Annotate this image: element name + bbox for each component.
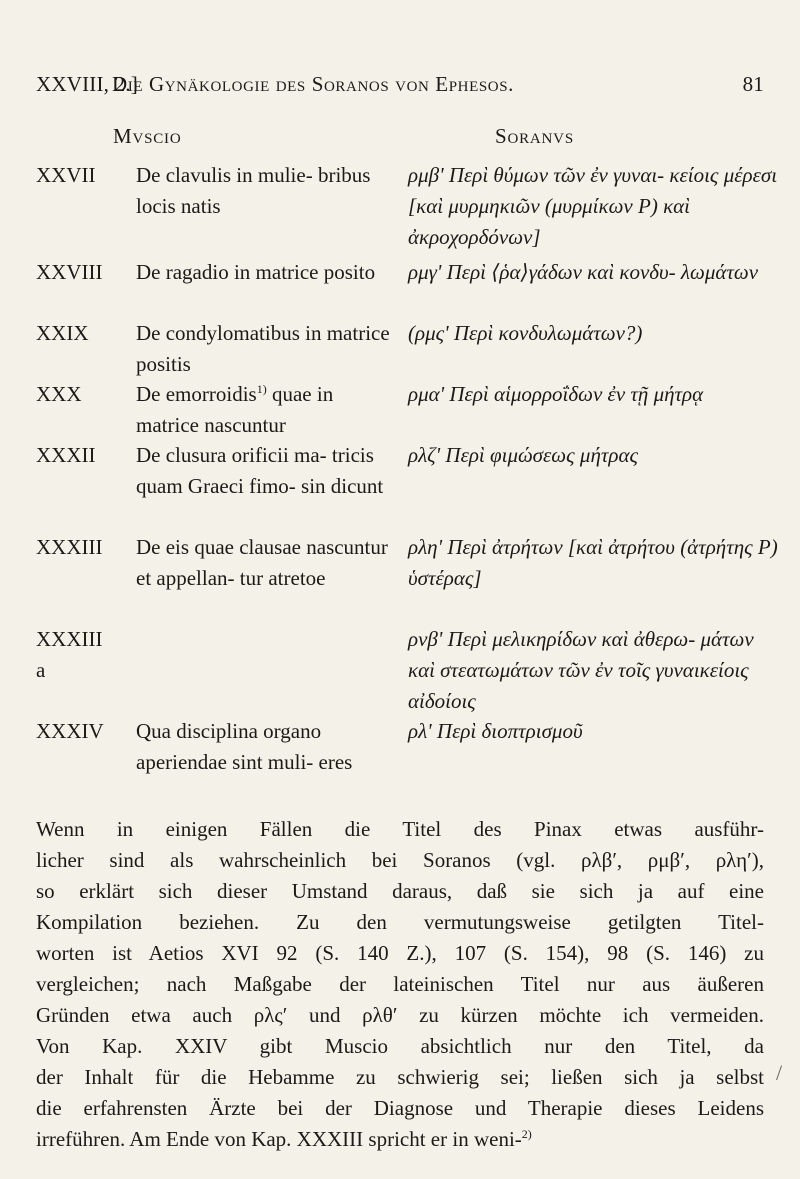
- latin-title: [136, 379, 391, 441]
- body-line: Von Kap. XXIV gibt Muscio absichtlich nur den Titel, da: [36, 1034, 764, 1058]
- latin-column-heading: Mvscio: [113, 124, 182, 148]
- body-line-text: irreführen. Am Ende von Kap. XXXIII spricht er in weni-: [36, 1127, 522, 1151]
- body-line: die erfahrensten Ärzte bei der Diagnose und Therapie dieses Leidens: [36, 1096, 764, 1120]
- latin-title: De condylomatibus in matrice positis: [136, 321, 390, 376]
- latin-title: De ragadio in matrice posito: [136, 260, 376, 284]
- greek-title: ρμγʹ Περὶ ⟨ῥα⟩γάδων καὶ κονδυ- λωμάτων: [408, 260, 759, 284]
- greek-title: ρνβʹ Περὶ μελικηρίδων καὶ ἀθερω- μάτων καὶ στεατωμάτων τῶν ἐν τοῖς γυναικείοις αἰδοίοις: [408, 627, 754, 713]
- chapter-number: XXVIII: [36, 260, 103, 284]
- header-title: Die Gynäkologie des Soranos von Ephesos.: [112, 72, 515, 96]
- page-number: 81: [742, 72, 764, 96]
- greek-column-heading: Soranvs: [495, 124, 574, 148]
- chapter-number: XXXII: [36, 443, 96, 467]
- greek-title: ρμβʹ Περὶ θύμων τῶν ἐν γυναι- κείοις μέρεσι [καὶ μυρμηκιῶν (μυρμίκων P) καὶ ἀκροχορδόνων]: [408, 163, 778, 249]
- body-line: licher sind als wahrscheinlich bei Soranos (vgl. ρλβʹ, ρμβʹ, ρληʹ),: [36, 848, 764, 872]
- body-line: [36, 1124, 764, 1155]
- body-line: Gründen etwa auch ρλςʹ und ρλθʹ zu kürzen möchte ich vermeiden.: [36, 1003, 764, 1027]
- chapter-number: XXX: [36, 382, 82, 406]
- header-section-ref: XXVIII, 2.]: [36, 72, 138, 96]
- greek-title: (ρμςʹ Περὶ κονδυλωμάτων?): [408, 321, 643, 345]
- chapter-number: XXIX: [36, 321, 89, 345]
- chapter-number: XXXIII: [36, 535, 103, 559]
- greek-title: ρλζʹ Περὶ φιμώσεως μήτρας: [408, 443, 638, 467]
- latin-title-start: De emorroidis: [136, 382, 257, 406]
- latin-title-rest: quae in matrice nascuntur: [136, 382, 334, 437]
- body-line: worten ist Aetios XVI 92 (S. 140 Z.), 107 (S. 154), 98 (S. 146) zu: [36, 941, 764, 965]
- latin-title: Qua disciplina organo aperiendae sint muli- eres: [136, 719, 353, 774]
- body-line: der Inhalt für die Hebamme zu schwierig sei; ließen sich ja selbst: [36, 1065, 764, 1089]
- greek-title: ρληʹ Περὶ ἀτρήτων [καὶ ἀτρήτου (ἀτρήτης P) ὑστέρας]: [408, 535, 778, 590]
- footnote-marker: 2): [521, 1127, 532, 1141]
- body-line: so erklärt sich dieser Umstand daraus, daß sie sich ja auf eine: [36, 879, 764, 903]
- margin-mark: /: [776, 1060, 783, 1085]
- body-line: Wenn in einigen Fällen die Titel des Pinax etwas ausführ-: [36, 817, 764, 841]
- body-line: Kompilation beziehen. Zu den vermutungsweise getilgten Titel-: [36, 910, 764, 934]
- greek-title: ρμαʹ Περὶ αἱμορροΐδων ἐν τῇ μήτρᾳ: [408, 382, 704, 406]
- latin-title: De clavulis in mulie- bribus locis natis: [136, 163, 371, 218]
- latin-title: De clusura orificii ma- tricis quam Graeci fimo- sin dicunt: [136, 443, 384, 498]
- chapter-number: XXXIV: [36, 719, 104, 743]
- body-paragraph: [36, 814, 764, 1155]
- body-line: vergleichen; nach Maßgabe der lateinischen Titel nur aus äußeren: [36, 972, 764, 996]
- chapter-number: XXVII: [36, 163, 96, 187]
- footnote-marker: 1): [256, 382, 267, 396]
- greek-title: ρλʹ Περὶ διοπτρισμοῦ: [408, 719, 583, 743]
- chapter-number: XXXIII a: [36, 627, 103, 682]
- latin-title: De eis quae clausae nascuntur et appellan- tur atretoe: [136, 535, 388, 590]
